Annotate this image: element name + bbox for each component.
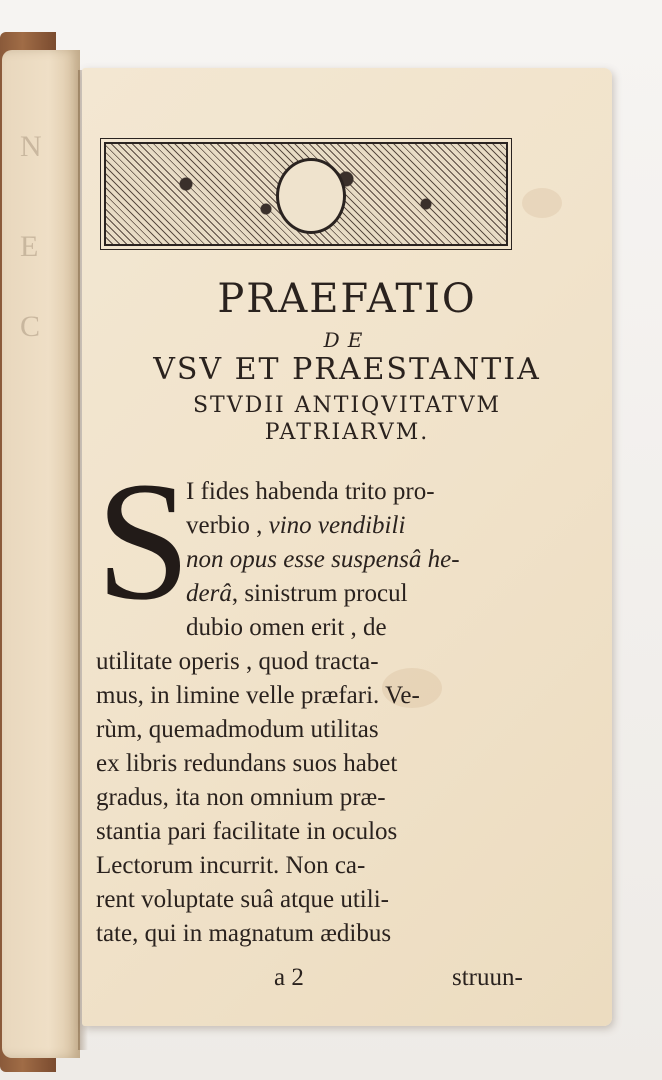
body-italic: derâ [186, 580, 232, 607]
body-line [186, 512, 405, 540]
body-line: Lectorum incurrit. Non ca- [96, 852, 366, 879]
body-line: utilitate operis , quod tracta- [96, 648, 379, 675]
subtitle-line-3: PATRIARVM. [264, 420, 430, 445]
body-line: tate, qui in magnatum ædibus [96, 920, 392, 947]
ornamental-headpiece [104, 142, 508, 246]
body-line: I fides habenda trito pro- [186, 478, 435, 505]
body-text: verbio , [186, 512, 263, 539]
subtitle-line-2: STVDII ANTIQVITATVM [192, 393, 501, 418]
body-line [186, 580, 408, 608]
body-line: rùm, quemadmodum utilitas [96, 716, 379, 743]
body-line: ex libris redundans suos habet [96, 750, 398, 777]
ghost-text: C [20, 310, 41, 343]
headpiece-medallion [276, 158, 346, 234]
body-line: mus, in limine velle præfari. Ve- [96, 682, 420, 709]
page-title: PRAEFATIO [217, 276, 477, 322]
catchword: struun- [452, 964, 523, 991]
body-line [186, 546, 460, 574]
subtitle-de: DE [323, 328, 371, 352]
body-italic: vino vendibili [268, 512, 406, 539]
body-line: dubio omen erit , de [186, 614, 387, 641]
foxing-spot [522, 188, 562, 218]
ghost-text: E [20, 230, 39, 263]
body-line: stantia pari facilitate in oculos [96, 818, 398, 845]
body-text: , sinistrum procul [231, 580, 408, 607]
signature-mark: a 2 [274, 964, 304, 991]
subtitle-line-1: VSV ET PRAESTANTIA [153, 352, 541, 387]
ghost-text: N [20, 130, 42, 163]
body-italic: non opus esse suspensâ he- [186, 546, 460, 573]
book-page [82, 68, 612, 1026]
left-page-edge [2, 50, 80, 1058]
drop-cap: S [96, 447, 191, 635]
body-line: rent voluptate suâ atque utili- [96, 886, 389, 913]
body-line: gradus, ita non omnium præ- [96, 784, 386, 811]
